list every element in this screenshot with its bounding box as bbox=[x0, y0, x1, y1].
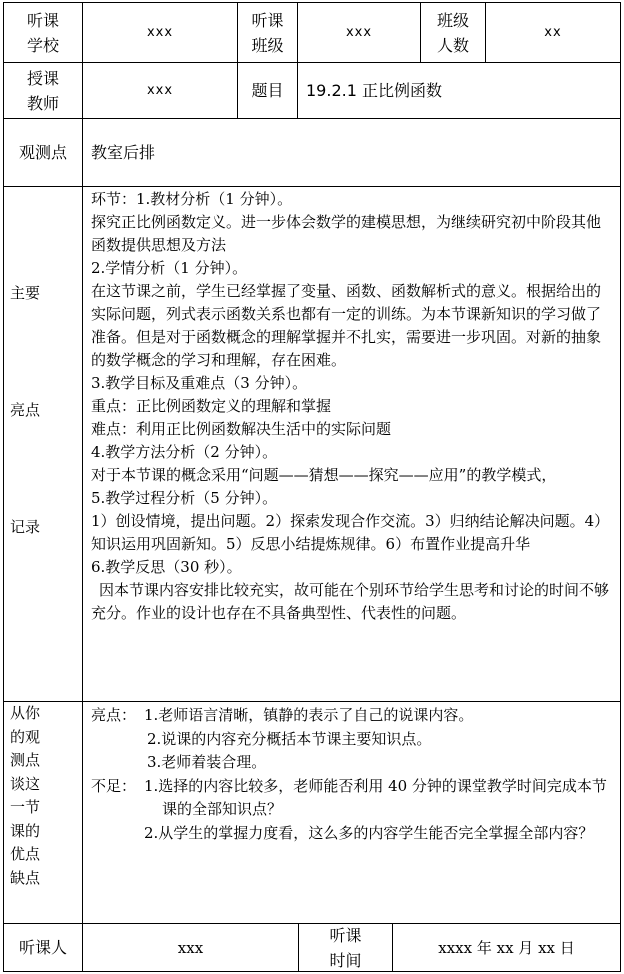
record-paragraph: 6.教学反思（30 秒）。 bbox=[91, 558, 242, 576]
row-line-4 bbox=[3, 701, 621, 702]
listener-label-cell bbox=[4, 924, 82, 971]
observation-label-cell bbox=[4, 119, 82, 186]
class-label-cell bbox=[238, 3, 297, 62]
weakness-item: 2.从学生的掌握力度看，这么多的内容学生能否完全掌握全部内容？ bbox=[144, 823, 594, 842]
record-paragraph: 探究正比例函数定义。进一步体会数学的建模思想，为继续研究初中阶段其他函数提供思想及方法 bbox=[91, 213, 602, 254]
evaluation-label-6: 课的 bbox=[10, 821, 41, 840]
border-right bbox=[620, 2, 621, 972]
record-paragraph: 环节：1.教材分析（1 分钟）。 bbox=[91, 190, 293, 208]
record-paragraph: 5.教学过程分析（5 分钟）。 bbox=[91, 489, 278, 507]
record-content bbox=[91, 188, 615, 625]
topic-label: 题目 bbox=[251, 81, 284, 100]
observation-value: 教室后排 bbox=[91, 143, 156, 162]
border-bottom bbox=[3, 971, 621, 972]
teacher-value: xxx bbox=[146, 83, 174, 98]
evaluation-label-4: 谈这 bbox=[10, 774, 41, 793]
count-value: xx bbox=[544, 25, 562, 40]
listener-value-cell bbox=[83, 924, 298, 971]
record-label-3: 记录 bbox=[10, 518, 41, 536]
evaluation-label-2: 的观 bbox=[10, 727, 41, 746]
record-paragraph: 4.教学方法分析（2 分钟）。 bbox=[91, 443, 278, 461]
record-paragraph: 对于本节课的概念采用“问题——猜想——探究——应用”的教学模式， bbox=[91, 466, 557, 484]
label-column-line bbox=[82, 2, 83, 972]
observation-label: 观测点 bbox=[18, 143, 67, 162]
teacher-value-cell bbox=[83, 63, 237, 118]
evaluation-label-3: 测点 bbox=[10, 751, 41, 769]
record-paragraph: 1）创设情境，提出问题。2）探索发现合作交流。3）归纳结论解决问题。4）知识运用巩固新知。5）反思小结提炼规律。6）布置作业提高升华 bbox=[91, 512, 610, 553]
evaluation-label-cell bbox=[10, 702, 80, 890]
teacher-label-cell bbox=[4, 63, 82, 118]
listener-label: 听课人 bbox=[18, 938, 67, 957]
observation-value-cell bbox=[91, 119, 620, 186]
row-line-3 bbox=[3, 186, 621, 187]
record-paragraph: 在这节课之前，学生已经掌握了变量、函数、函数解析式的意义。根据给出的实际问题，列式表示函数关系也都有一定的训练。为本节课新知识的学习做了准备。但是对于函数概念的理解掌握并不扎实，需要进一步巩固。对新的抽象的数学概念的学习和理解，存在困难。 bbox=[91, 282, 602, 369]
class-value-cell bbox=[298, 3, 420, 62]
strength-item: 2.说课的内容充分概括本节课主要知识点。 bbox=[147, 729, 432, 748]
time-label: 听课时间 bbox=[329, 925, 362, 970]
record-paragraph: 3.教学目标及重难点（3 分钟）。 bbox=[91, 374, 308, 392]
count-label: 班级人数 bbox=[436, 10, 469, 55]
teacher-label: 授课教师 bbox=[26, 68, 59, 113]
strength-text: 1.老师语言清晰，镇静的表示了自己的说课内容。 bbox=[144, 706, 474, 724]
record-paragraph: 因本节课内容安排比较充实，故可能在个别环节给学生思考和讨论的时间不够充分。作业的设计也存在不具备典型性、代表性的问题。 bbox=[91, 581, 610, 622]
class-label: 听课班级 bbox=[251, 10, 284, 55]
school-label: 听课学校 bbox=[26, 10, 59, 55]
time-value: xxxx 年 xx 月 xx 日 bbox=[438, 939, 575, 957]
evaluation-label-1: 从你 bbox=[10, 704, 41, 722]
evaluation-content bbox=[91, 704, 615, 845]
school-label-cell bbox=[4, 3, 82, 62]
record-label-2: 亮点 bbox=[10, 401, 41, 419]
school-value: xxx bbox=[146, 25, 174, 40]
strength-item: 3.老师着装合理。 bbox=[147, 753, 267, 771]
time-value-cell bbox=[393, 924, 620, 971]
class-value: xxx bbox=[345, 25, 373, 40]
weaknesses-label: 不足： bbox=[91, 776, 137, 795]
count-value-cell bbox=[486, 3, 620, 62]
topic-label-cell bbox=[238, 63, 297, 118]
topic-value-cell bbox=[306, 63, 620, 118]
school-value-cell bbox=[83, 3, 237, 62]
record-paragraph: 难点：利用正比例函数解决生活中的实际问题 bbox=[91, 420, 392, 438]
record-paragraph: 重点：正比例函数定义的理解和掌握 bbox=[91, 397, 332, 415]
evaluation-label-8: 缺点 bbox=[10, 868, 41, 887]
evaluation-label-5: 一节 bbox=[10, 798, 41, 816]
weakness-text: 1.选择的内容比较多，老师能否利用 40 分钟的课堂教学时间完成本节课的全部知识点？ bbox=[144, 776, 607, 818]
topic-value: 19.2.1 正比例函数 bbox=[306, 81, 442, 100]
listener-value: xxx bbox=[177, 938, 204, 957]
record-label-cell bbox=[10, 187, 80, 701]
strength-item bbox=[91, 704, 615, 728]
record-paragraph: 2.学情分析（1 分钟）。 bbox=[91, 259, 248, 277]
record-label-1: 主要 bbox=[10, 284, 41, 302]
evaluation-label-7: 优点 bbox=[10, 845, 41, 863]
weakness-item bbox=[91, 775, 615, 822]
count-label-cell bbox=[421, 3, 485, 62]
strengths-label: 亮点： bbox=[91, 706, 137, 724]
time-label-cell bbox=[299, 924, 392, 971]
